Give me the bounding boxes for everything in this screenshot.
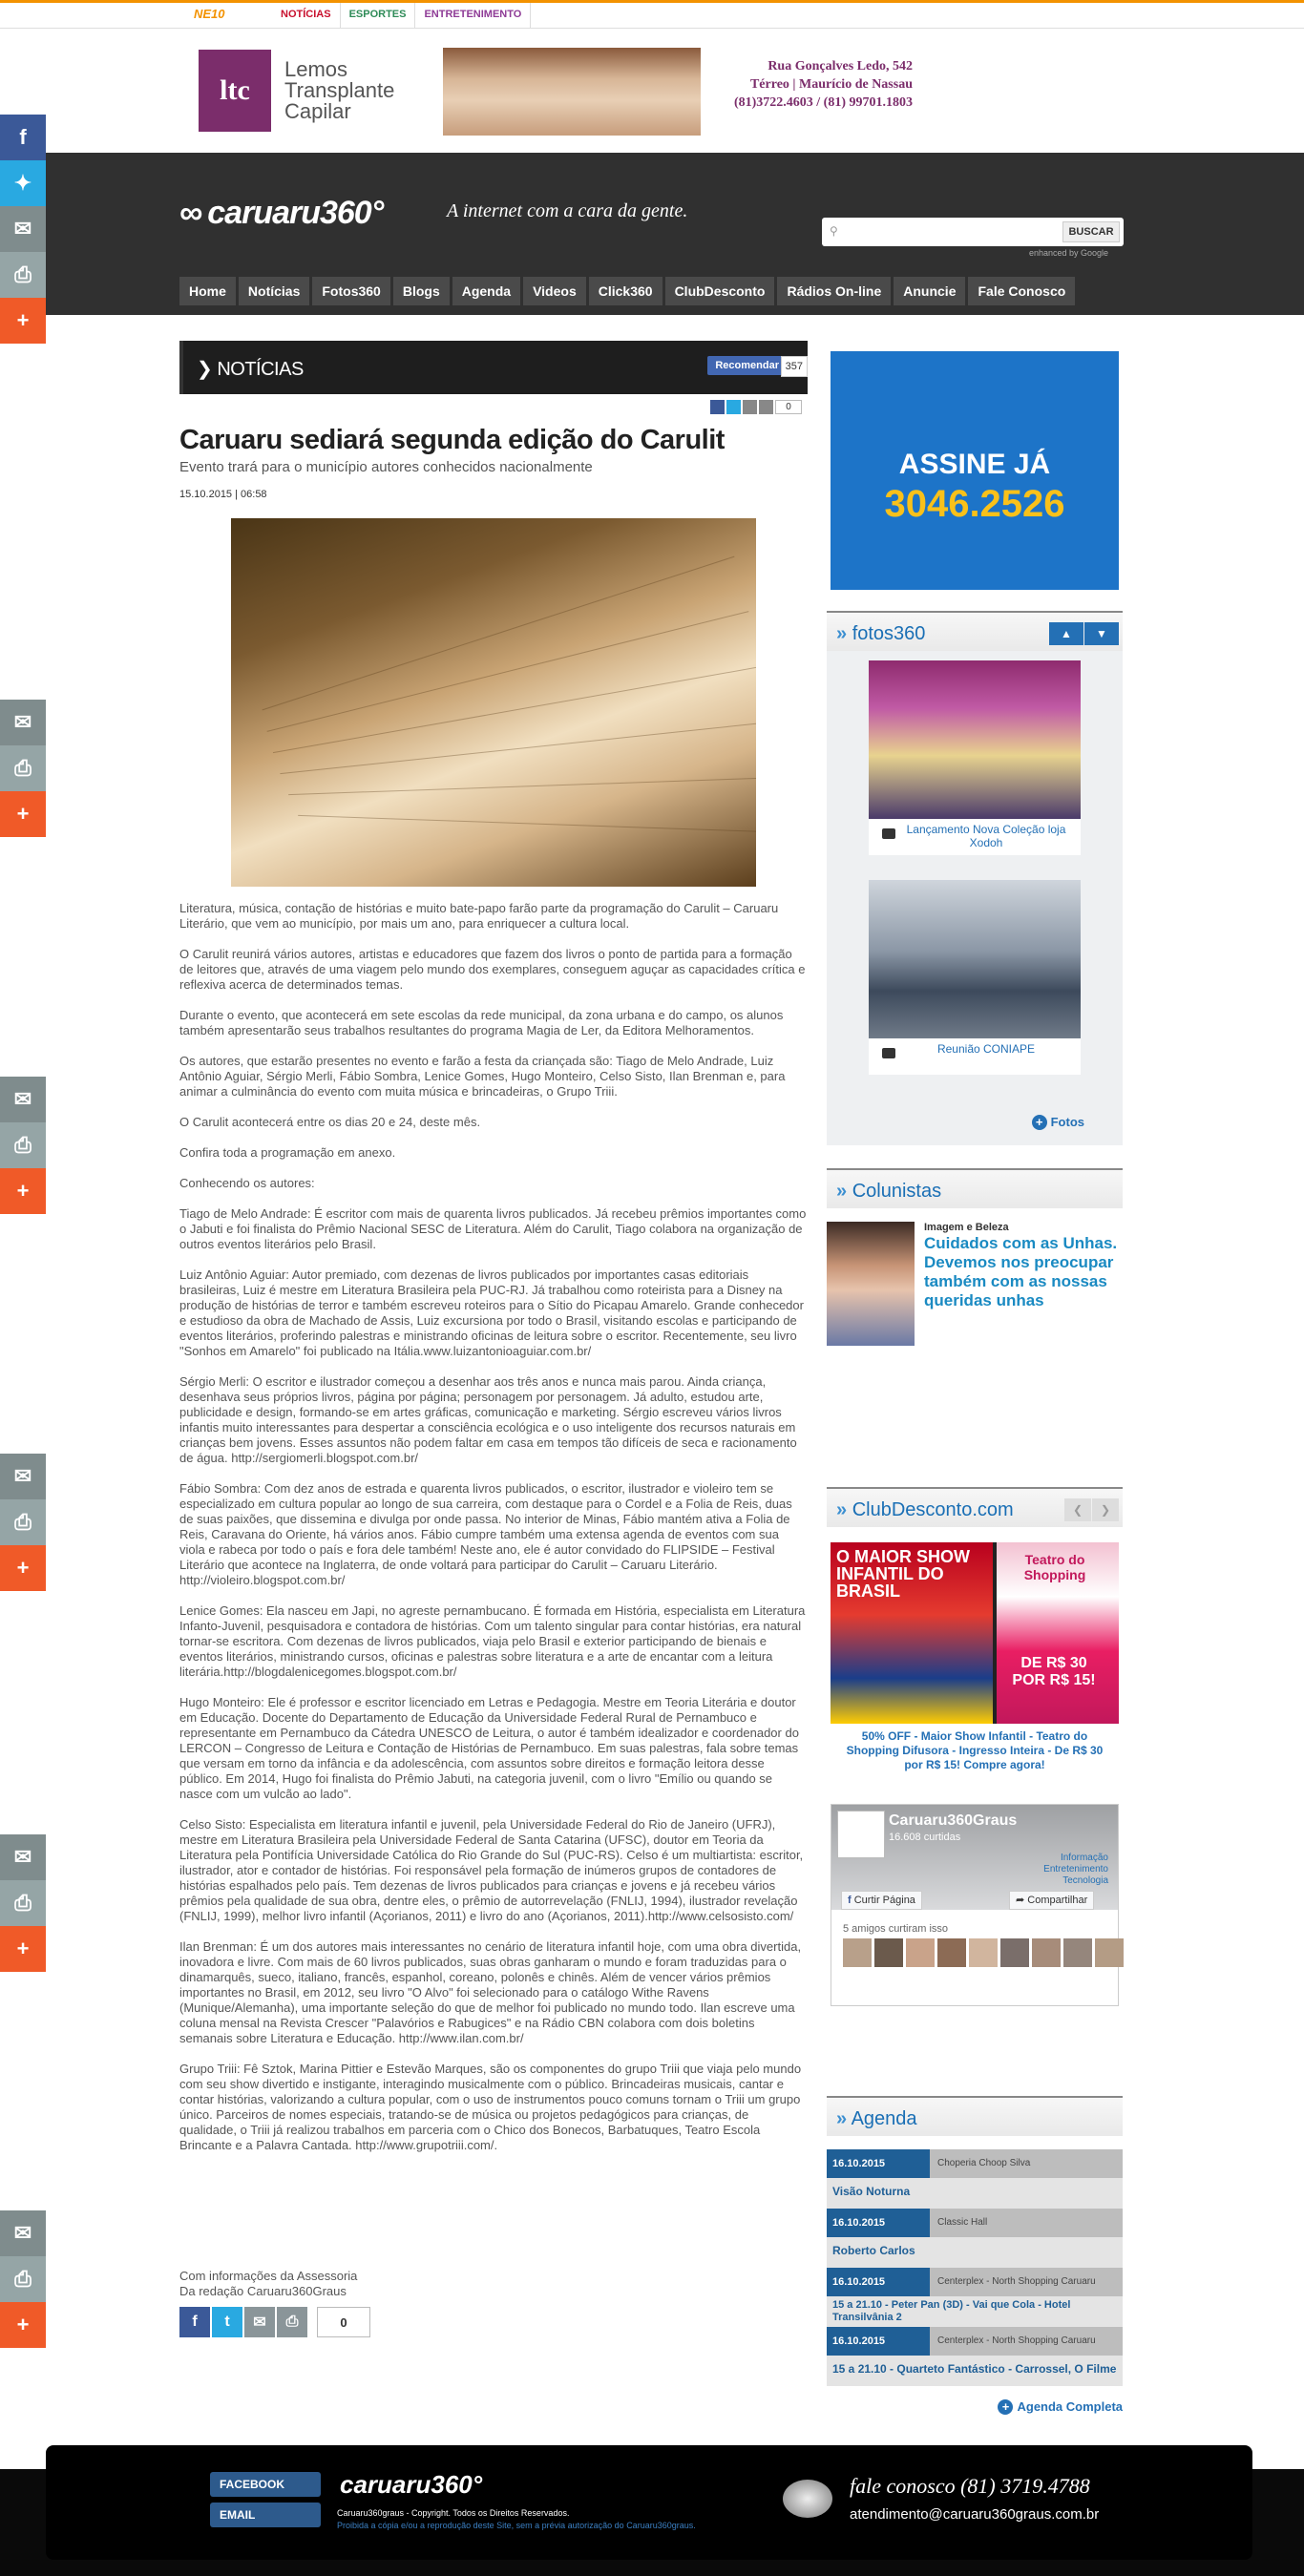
facebook-share-button[interactable] — [1009, 1891, 1094, 1910]
photo-caption — [869, 819, 1081, 855]
friend-avatar[interactable] — [906, 1938, 935, 1967]
article-paragraph: Conhecendo os autores: — [179, 1176, 315, 1190]
network-topbar — [0, 0, 1304, 29]
agenda-date: 16.10.2015 — [827, 2149, 930, 2178]
fotos360-arrows — [1049, 622, 1119, 645]
agenda-event: Visão Noturna — [827, 2178, 1123, 2209]
fotos360-title: » fotos360 — [836, 623, 926, 644]
search-button[interactable]: BUSCAR — [1062, 221, 1120, 242]
nav-click360[interactable]: Click360 — [589, 277, 663, 305]
site-logo-text: caruaru360° — [207, 195, 384, 231]
share-sidebar-4 — [0, 1454, 46, 1591]
nav-fotos360[interactable]: Fotos360 — [312, 277, 389, 305]
clubdesconto-caption[interactable]: 50% OFF - Maior Show Infantil - Teatro do Shopping Difusora - Ingresso Inteira - De R$ 30 por R$ 15! Compre agora! — [846, 1729, 1104, 1771]
facebook-page-name[interactable]: Caruaru360Graus — [889, 1812, 1018, 1829]
colunistas-header — [827, 1168, 1123, 1208]
ad-address-line3: (81)3722.4603 / (81) 99701.1803 — [733, 95, 913, 110]
print-icon[interactable] — [759, 400, 773, 414]
ltc-logo: ltc — [199, 50, 271, 132]
fotos-more-text: Fotos — [1050, 1115, 1084, 1129]
email-share-icon[interactable]: ✉ — [0, 1077, 46, 1122]
chat-bubble-icon — [783, 2480, 832, 2518]
agenda-event: 15 a 21.10 - Peter Pan (3D) - Vai que Cola - Hotel Transilvânia 2 — [827, 2296, 1123, 2327]
friend-avatar[interactable] — [874, 1938, 903, 1967]
google-enhanced-label: enhanced by Google — [1029, 248, 1109, 258]
site-header — [0, 153, 1304, 315]
nav-videos[interactable]: Videos — [523, 277, 586, 305]
credit-line1: Com informações da Assessoria — [179, 2269, 358, 2283]
email-share-icon[interactable]: ✉ — [0, 1454, 46, 1499]
friend-avatar[interactable] — [969, 1938, 998, 1967]
ad-address — [712, 57, 913, 112]
agenda-item[interactable] — [827, 2149, 1123, 2209]
arrow-up-icon[interactable]: ▲ — [1049, 622, 1083, 645]
facebook-cover — [831, 1805, 1118, 1910]
ad-address-line2: Térreo | Maurício de Nassau — [749, 77, 913, 92]
print-icon[interactable]: ⎙ — [277, 2307, 307, 2337]
network-nav-esportes[interactable]: ESPORTES — [341, 3, 416, 28]
facebook-icon: f — [848, 1895, 854, 1906]
article-paragraph: Confira toda a programação em anexo. — [179, 1145, 396, 1160]
agenda-more-text: Agenda Completa — [1017, 2399, 1123, 2414]
friend-avatar[interactable] — [1032, 1938, 1061, 1967]
network-nav-noticias[interactable]: NOTÍCIAS — [272, 3, 341, 28]
print-share-icon[interactable]: ⎙ — [0, 1122, 46, 1168]
article-image — [231, 518, 756, 887]
columnist-headline[interactable]: Cuidados com as Unhas. Devemos nos preocupar também com as nossas queridas unhas — [924, 1234, 1118, 1309]
logo-swirl-icon: ∞ — [179, 195, 202, 231]
print-share-icon[interactable]: ⎙ — [0, 2256, 46, 2302]
footer-notice: Proibida a cópia e/ou a reprodução deste Site, sem a prévia autorização do Caruaru360graus. — [337, 2521, 696, 2530]
facebook-share-icon[interactable]: f — [0, 115, 46, 160]
bottom-share-bar — [179, 2307, 370, 2337]
agenda-event: Roberto Carlos — [827, 2237, 1123, 2268]
camera-icon — [882, 828, 895, 839]
facebook-box — [827, 1804, 1123, 2006]
search-icon: ⚲ — [830, 224, 838, 238]
add-share-icon[interactable]: + — [0, 1545, 46, 1591]
share-sidebar-2 — [0, 700, 46, 837]
share-sidebar-6 — [0, 2210, 46, 2348]
clubdesconto-arrows — [1064, 1498, 1119, 1521]
agenda-header — [827, 2096, 1123, 2136]
agenda-place: Centerplex - North Shopping Caruaru — [930, 2327, 1123, 2356]
email-share-icon[interactable]: ✉ — [0, 206, 46, 252]
nav-blogs[interactable]: Blogs — [393, 277, 450, 305]
assine-ad-line1: ASSINE JÁ — [898, 449, 1051, 480]
footer-logo[interactable]: caruaru360° — [340, 2470, 483, 2499]
article-title: Caruaru sediará segunda edição do Carulit — [179, 425, 725, 455]
assine-ad-phone: 3046.2526 — [884, 483, 1065, 525]
footer-facebook-button[interactable]: FACEBOOK — [210, 2472, 321, 2497]
twitter-icon[interactable] — [726, 400, 741, 414]
friend-avatar[interactable] — [1000, 1938, 1029, 1967]
clubdesconto-ad[interactable] — [831, 1542, 1119, 1724]
ne10-logo[interactable]: NE10 — [194, 7, 225, 21]
top-share-bar — [710, 400, 802, 414]
photo-card[interactable] — [869, 880, 1081, 1075]
facebook-page-thumb[interactable] — [837, 1811, 885, 1858]
facebook-like-label: Curtir Página — [853, 1895, 915, 1906]
site-logo[interactable] — [179, 195, 383, 232]
agenda-item[interactable] — [827, 2209, 1123, 2268]
friend-avatar[interactable] — [843, 1938, 872, 1967]
add-share-icon[interactable]: + — [0, 791, 46, 837]
share-count: 0 — [775, 400, 802, 414]
twitter-share-icon[interactable]: ✦ — [0, 160, 46, 206]
article-paragraph: Tiago de Melo Andrade: É escritor com mais de quarenta livros publicados. Já recebeu prêmios importantes como o Jabuti e foi finalista do Prêmio Nacional SESC de Literatura. Além do Carulit, Tiago colabora na organização de outros eventos literários pelo Brasil. — [179, 1206, 807, 1251]
nav-noticias[interactable]: Notícias — [239, 277, 309, 305]
colunistas-title-text: Colunistas — [852, 1181, 942, 1202]
agenda-title: » Agenda — [836, 2108, 917, 2129]
email-icon[interactable]: ✉ — [244, 2307, 275, 2337]
agenda-event: 15 a 21.10 - Quarteto Fantástico - Carrossel, O Filme — [827, 2356, 1123, 2386]
agenda-box — [827, 2096, 1123, 2420]
bottom-share-count: 0 — [317, 2307, 370, 2337]
article-paragraph: O Carulit acontecerá entre os dias 20 e 24, deste mês. — [179, 1115, 481, 1129]
article-subtitle: Evento trará para o município autores conhecidos nacionalmente — [179, 459, 593, 475]
share-sidebar-3 — [0, 1077, 46, 1214]
network-nav — [272, 3, 531, 28]
credit-line2: Da redação Caruaru360Graus — [179, 2284, 347, 2298]
add-share-icon[interactable]: + — [0, 298, 46, 344]
article-paragraph: Ilan Brenman: É um dos autores mais interessantes no cenário de literatura infantil hoje, com uma obra divertida, inovadora e livre. Com mais de 60 livros publicados, suas obras ganharam o mundo e foram traduzidas para o dinamarquês, sueco, italiano, francês, espanhol, coreano, polonês e chinês. Além de vencer vários prêmios importantes no Brasil, em 2012, seu livro "O Alvo" foi selecionado para o catálogo Withe Ravens (Munique/Alemanha), uma importante seleção do que de melhor foi publicado no mundo todo. Ilan escreve uma coluna mensal na Revista Crescer "Palavórios e Rabugices" e na Rádio CBN colabora com dois boletins semanais sobre Literatura e Educação. http://www.ilan.com.br/ — [179, 1939, 802, 2045]
colunistas-box — [827, 1168, 1123, 1355]
fotos360-title-text: fotos360 — [852, 623, 926, 644]
facebook-friends: 5 amigos curtiram isso — [843, 1923, 949, 1935]
ad-address-line1: Rua Gonçalves Ledo, 542 — [768, 59, 913, 73]
club-ad-headline: O MAIOR SHOW INFANTIL DO BRASIL — [836, 1547, 970, 1601]
article-paragraph: Luiz Antônio Aguiar: Autor premiado, com dezenas de livros publicados por importantes casas editoriais brasileiras, Luiz é mestre em Literatura Brasileira pela PUC-RJ. Já trabalhou como roteirista para a Disney na produção de histórias de terror e também escreveu roteiros para o Sítio do Picapau Amarelo. Grande conhecedor e estudioso da obra de Machado de Assis, Luiz excursiona por todo o Brasil, visitando escolas e participando de eventos literários, proferindo palestras e ministrando oficinas de leitura sobre o escritor. Recentemente, seu livro "Sonhos em Amarelo" foi publicado na Itália.www.luizantonioaguiar.com.br/ — [179, 1267, 804, 1358]
agenda-item[interactable] — [827, 2327, 1123, 2386]
nav-home[interactable]: Home — [179, 277, 236, 305]
section-header — [179, 341, 808, 394]
email-share-icon[interactable]: ✉ — [0, 700, 46, 745]
footer-email-button[interactable]: EMAIL — [210, 2503, 321, 2527]
facebook-like-button[interactable] — [841, 1891, 922, 1910]
agenda-date: 16.10.2015 — [827, 2268, 930, 2296]
agenda-place: Classic Hall — [930, 2209, 1123, 2237]
photo-card[interactable] — [869, 660, 1081, 855]
colunistas-title: » Colunistas — [836, 1181, 942, 1202]
club-ad-price: DE R$ 30 POR R$ 15! — [1012, 1655, 1096, 1688]
agenda-title-text: Agenda — [851, 2108, 917, 2129]
add-share-icon[interactable]: + — [0, 2302, 46, 2348]
facebook-faces — [843, 1938, 1124, 1967]
arrow-right-icon[interactable]: ❯ — [1092, 1498, 1119, 1521]
search-box — [822, 218, 1124, 246]
photo-caption — [869, 1038, 1081, 1075]
photo-thumbnail — [869, 660, 1081, 819]
clubdesconto-title-text: ClubDesconto.com — [852, 1499, 1014, 1520]
facebook-recommend-button[interactable]: Recomendar — [707, 356, 787, 375]
agenda-date: 16.10.2015 — [827, 2209, 930, 2237]
article-paragraph: Sérgio Merli: O escritor e ilustrador começou a desenhar aos três anos e nunca mais parou. Ainda criança, desenhava seus próprios livros, página por página; personagem por personagem. Já adulto, estudou arte, publicidade e design, formando-se em artes gráficas, comunicação e marketing. Sérgio escreveu vários livros infantis muito interessantes para despertar a consciência ecológica e o uso inteligente dos recursos naturais em crianças bem jovens. Esses assuntos não podem faltar em casa em tempos tão difíceis de seca e racionamento de água. http://sergiomerli.blogspot.com.br/ — [179, 1374, 797, 1465]
fotos360-header — [827, 611, 1123, 651]
article — [179, 341, 808, 2331]
friend-avatar[interactable] — [937, 1938, 966, 1967]
recommend-count: 357 — [781, 356, 808, 377]
email-share-icon[interactable]: ✉ — [0, 1834, 46, 1880]
fotos360-box — [827, 611, 1123, 1145]
article-paragraph: Os autores, que estarão presentes no evento e farão a festa da criançada são: Tiago de Melo Andrade, Luiz Antônio Aguiar, Sérgio Merli, Fábio Sombra, Lenice Gomes, Hugo Monteiro, Celso Sisto, Ilan Brenman e, para animar a culminância do evento com muita música e brincadeiras, o Grupo Triii. — [179, 1054, 786, 1099]
main-nav — [179, 277, 1075, 305]
assine-ad[interactable] — [831, 351, 1119, 590]
club-ad-venue: Teatro do Shopping — [1023, 1552, 1086, 1582]
columnist-category: Imagem e Beleza — [924, 1222, 1009, 1233]
article-paragraph: Hugo Monteiro: Ele é professor e escritor licenciado em Letras e Pedagogia. Mestre em Teoria Literária e doutor em Educação. Docente do Departamento de Educação da Universidade Federal Rural de Pernambuco e representante em Pernambuco da Cátedra UNESCO de Leitura, o autor é também idealizador e coordenador do LERCON – Congresso de Leitura e Contação de Histórias de Pernambuco. Em suas palestras, fala sobre temas que versam em torno da infância e da adolescência, com assuntos sobre direitos e formação leitora desse público. Em 2014, Hugo foi finalista do Prêmio Jabuti, na categoria juvenil, com o livro "Emílio ou quando se nasce com um vulcão ao lado". — [179, 1695, 799, 1801]
plus-icon: + — [998, 2399, 1013, 2415]
share-sidebar — [0, 115, 46, 344]
friend-avatar[interactable] — [1063, 1938, 1092, 1967]
facebook-icon[interactable] — [710, 400, 725, 414]
facebook-icon[interactable]: f — [179, 2307, 210, 2337]
footer-phone: fale conosco (81) 3719.4788 — [850, 2474, 1090, 2498]
section-title: ❯ NOTÍCIAS — [197, 359, 304, 380]
facebook-widget — [831, 1804, 1119, 2006]
article-paragraph: Fábio Sombra: Com dez anos de estrada e quarenta livros publicados, o escritor, ilustrador e violeiro tem se especializado em cultura popular ao longo de sua carreira, com destaque para o Cordel e a Folia de Reis, duas de suas paixões, que dissemina e divulga por onde passa. No interior de Minas, Fábio mantém ativa a Folia de Reis, Caravana do Oriente, há vários anos. Fábio cumpre também uma extensa agenda de eventos com sua viola e rabeca por todo o país e fora dele também! Neste ano, ele é autor convidado do FLIPSIDE – Festival Literário que acontece na Inglaterra, de onde voltará para participar do Carulit – Caruaru Literário. http://violeiro.blogspot.com.br/ — [179, 1481, 792, 1587]
article-paragraph: Grupo Triii: Fê Sztok, Marina Pittier e Estevão Marques, são os componentes do grupo Triii que viaja pelo mundo com seu show divertido e instigante, interagindo musicalmente com o público. Brincadeiras musicais, cantar e contar histórias, valorizando a cultura popular, com o uso de instrumentos pouco comuns tornam o Triii um grupo único. Parceiros de nomes especiais, tratando-se de música ou projetos pedagógicos para crianças, de qualidade, o Triii já realizou trabalhos em parceria com o Chico dos Bonecos, Barbatuques, Teatro Escola Brincante e a Palavra Cantada. http://www.grupotriii.com/. — [179, 2062, 802, 2152]
print-share-icon[interactable]: ⎙ — [0, 1499, 46, 1545]
print-share-icon[interactable]: ⎙ — [0, 745, 46, 791]
add-share-icon[interactable]: + — [0, 1926, 46, 1972]
article-credit — [179, 2269, 357, 2299]
email-icon[interactable] — [743, 400, 757, 414]
top-ad-banner[interactable] — [197, 48, 913, 136]
camera-icon — [882, 1048, 895, 1058]
arrow-left-icon[interactable]: ❮ — [1064, 1498, 1091, 1521]
article-paragraph: Durante o evento, que acontecerá em sete escolas da rede municipal, da zona urbana e do campo, os alunos também apresentarão seus trabalhos resultantes do programa Magia de Ler, da Editora Melhoramentos. — [179, 1008, 784, 1037]
article-paragraph: Celso Sisto: Especialista em literatura infantil e juvenil, pela Universidade Federal do Rio de Janeiro (UFRJ), mestre em Literatura Brasileira pela Universidade Federal de Santa Catarina (UFSC), doutor em Teoria da Literatura pela Pontifícia Universidade Católica do Rio Grande do Sul (PUC-RS). Celso é um multiartista: escritor, ilustrador, ator e contador de histórias. Foi responsável pela formação de inúmeros grupos de contadores de histórias espalhados pelo país. Tem dezenas de livros publicados para crianças e jovens e já recebeu vários prêmios pela qualidade de sua obra, dentre eles, o prêmio de autorrevelação (FNLIJ, 1994), ilustrador revelação (FNLIJ, 1999), melhor livro infantil (Açorianos, 2011) e livro do ano (Açorianos, 2011).http://www.celsosisto.com/ — [179, 1817, 804, 1923]
clubdesconto-title: » ClubDesconto.com — [836, 1499, 1014, 1520]
agenda-more-link[interactable] — [998, 2399, 1123, 2415]
facebook-share-label: Compartilhar — [1027, 1895, 1088, 1906]
twitter-icon[interactable]: t — [212, 2307, 242, 2337]
ad-heads-image — [443, 48, 701, 136]
agenda-item[interactable] — [827, 2268, 1123, 2327]
clubdesconto-header — [827, 1487, 1123, 1527]
photo-caption-text: Reunião CONIAPE — [936, 1042, 1036, 1056]
columnist-photo[interactable] — [827, 1222, 915, 1346]
photo-caption-text: Lançamento Nova Coleção loja Xodoh — [906, 823, 1066, 849]
add-share-icon[interactable]: + — [0, 1168, 46, 1214]
fotos-more-link[interactable] — [1032, 1115, 1084, 1130]
print-share-icon[interactable]: ⎙ — [0, 252, 46, 298]
plus-icon: + — [1032, 1115, 1047, 1130]
friend-avatar[interactable] — [1095, 1938, 1124, 1967]
footer-email[interactable]: atendimento@caruaru360graus.com.br — [850, 2506, 1100, 2523]
article-paragraph: O Carulit reunirá vários autores, artistas e educadores que fazem dos livros o ponto de partida para a formação de leitores que, através de uma viagem pelo mundo dos exemplares, conseguem aguçar as capacidades crítica e reflexiva acerca de determinados temas. — [179, 947, 806, 992]
article-paragraph: Literatura, música, contação de histórias e muito bate-papo farão parte da programação do Carulit – Caruaru Literário, que vem ao município, por mais um ano, para enriquecer a cultura local. — [179, 901, 779, 931]
photo-thumbnail — [869, 880, 1081, 1038]
article-date: 15.10.2015 | 06:58 — [179, 489, 267, 500]
email-share-icon[interactable]: ✉ — [0, 2210, 46, 2256]
ad-brand: Lemos Transplante Capilar — [284, 57, 395, 123]
search-input[interactable] — [845, 222, 1055, 241]
nav-agenda[interactable]: Agenda — [452, 277, 520, 305]
nav-anuncie[interactable]: Anuncie — [894, 277, 965, 305]
share-sidebar-5 — [0, 1834, 46, 1972]
nav-clubdesconto[interactable]: ClubDesconto — [665, 277, 775, 305]
nav-radios[interactable]: Rádios On-line — [777, 277, 891, 305]
article-body — [179, 901, 808, 2168]
article-paragraph: Lenice Gomes: Ela nasceu em Japi, no agreste pernambucano. É formada em História, especialista em Literatura Infanto-Juvenil, pesquisadora e contadora de histórias. Com um talento singular para contar histórias, era natural tornar-se escritora. Com dezenas de livros publicados, viaja pelo Brasil e exterior participando de bienais e eventos literários, ministrando cursos, oficinas e palestras sobre literatura e a arte de encantar com a leitura literária.http://blogdalenicegomes.blogspot.com.br/ — [179, 1603, 806, 1679]
share-arrow-icon: ➦ — [1016, 1895, 1028, 1906]
clubdesconto-box — [827, 1487, 1123, 1783]
network-nav-entretenimento[interactable]: ENTRETENIMENTO — [415, 3, 531, 28]
arrow-down-icon[interactable]: ▼ — [1084, 622, 1119, 645]
site-tagline: A internet com a cara da gente. — [447, 200, 688, 221]
nav-fale-conosco[interactable]: Fale Conosco — [968, 277, 1075, 305]
agenda-place: Choperia Choop Silva — [930, 2149, 1123, 2178]
print-share-icon[interactable]: ⎙ — [0, 1880, 46, 1926]
site-footer — [46, 2445, 1252, 2560]
agenda-place: Centerplex - North Shopping Caruaru — [930, 2268, 1123, 2296]
agenda-date: 16.10.2015 — [827, 2327, 930, 2356]
section-title-text: NOTÍCIAS — [217, 359, 304, 380]
facebook-likes: 16.608 curtidas — [889, 1832, 961, 1843]
facebook-info: Informação Entretenimento Tecnologia — [1043, 1853, 1108, 1886]
footer-copyright: Caruaru360graus - Copyright. Todos os Direitos Reservados. — [337, 2508, 570, 2518]
